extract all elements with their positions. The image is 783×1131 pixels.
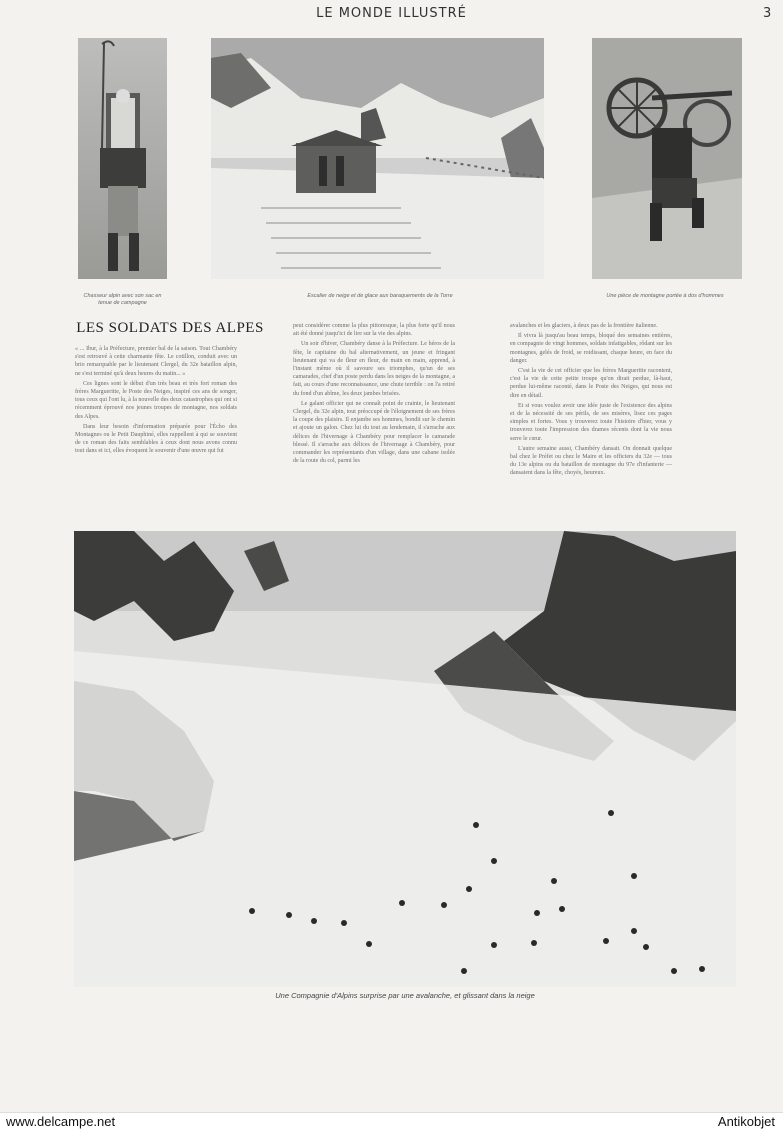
watermark-bar [0, 1112, 783, 1131]
photo-avalanche [74, 531, 736, 987]
article-title: LES SOLDATS DES ALPES [76, 320, 264, 336]
page-number: 3 [763, 6, 772, 21]
journal-title: LE MONDE ILLUSTRÉ [316, 6, 467, 21]
paragraph: peut considérer comme la plus pittoresque, la plus forte qu'il nous ait été donné jusqu'ici de lire sur la vie des alpins. [293, 323, 455, 338]
photo-snow-staircase [211, 38, 544, 279]
watermark-left: www.delcampe.net [6, 1114, 116, 1129]
photo-caption-2: Escalier de neige et de glace aux baraquements de la Torre [307, 293, 453, 299]
paragraph: Le galant officier qui ne connaît point de crainte, le lieutenant Clergel, du 32e alpin, tout préoccupé de l'éloignement de ses frères la coupe des plaisirs. Il enjambe ses hommes, bondit sur le chemin et ajoute un galon. Chez lui du tout au lendemain, il s'arrache aux délices de l'hivernage à Chambéry pour remplacer le camarade blessé. Il s'arrache aux délices de l'hivernage à Chambéry, pour commander les représentants d'un village, dans une cabane isolée de la route du col, parmi les [293, 400, 455, 465]
article-column-2 [293, 322, 455, 467]
paragraph: Dans leur besoin d'information préparée pour l'Écho des Montagnes ou le Petit Dauphiné, elles rappellent à qui se souvient de ce roman des faits semblables à ceux dont nous avons connu tout dans et ici, elles évoquent le souvenir d'une œuvre qui fut [75, 423, 237, 455]
avalanche-caption: Une Compagnie d'Alpins surprise par une avalanche, et glissant dans la neige [275, 991, 535, 1000]
article-column-3 [510, 322, 672, 480]
article-column-1 [75, 345, 237, 458]
paragraph: Il vivra là jusqu'au beau temps, bloqué des semaines entières, en compagnie de vingt hommes, soldats infatigables, rôdant sur les montagnes, gelés de froid, se roidissant, chaque heure, en face du danger. [510, 333, 672, 364]
paragraph: avalanches et les glaciers, à deux pas de la frontière italienne. [510, 323, 658, 329]
photo-caption-1: Chasseur alpin avec son sac en tenue de campagne [83, 293, 162, 306]
watermark-right: Antikobjet [717, 1114, 775, 1129]
paragraph: Et si vous voulez avoir une idée juste de l'existence des alpins et de la nécessité de ses périls, de ses misères, lisez ces pages simples et fortes. Vous y trouverez toute l'histoire d'hier, vous y trouverez toute l'impression des drames récents dont la vie nous serre le cœur. [510, 402, 672, 442]
paragraph: Ces lignes sont le début d'un très beau et très fort roman des frères Margueritte, le Poste des Neiges, inspiré ces ans de songer, tous ceux qui l'ont lu, à la nouvelle des deux catastrophes qui ont si récemment éprouvé nos jeunes troupes de montagne, nos soldats des Alpes. [75, 380, 237, 420]
photo-caption-3: Une pièce de montagne portée à dos d'hommes [606, 293, 724, 299]
paragraph: « ... Ibur, à la Préfecture, premier bal de la saison. Tout Chambéry s'est retrouvé à cette charmante fête. Le cotillon, conduit avec un brio remarquable par le lieutenant Clergel, du 32e bataillon alpin, ne s'est terminé qu'à deux heures du matin... » [75, 346, 237, 377]
photo-mountain-gun [592, 38, 742, 279]
paragraph: L'autre semaine aussi, Chambéry dansait. On donnait quelque bal chez le Préfet ou chez le Maire et les officiers du 32e — tous du 13e alpins ou du bataillon de montagne du 97e d'infanterie — dansaient dans la fête, choyés, heureux. [510, 445, 672, 477]
paragraph: C'est la vie de cet officier que les frères Margueritte racontent, c'est la vie de cette petite troupe qu'on dirait perdue, là-haut, perdue lui-même raconté, dans le Poste des Neiges, qui nous est dire en détail. [510, 368, 672, 399]
photo-alpine-hunter [78, 38, 167, 279]
paragraph: Un soir d'hiver, Chambéry danse à la Préfecture. Le héros de la fête, le capitaine du bal alternativement, un jeune et fringant lieutenant qui va de fleur en fleur, de main en main, apprend, à l'instant même où il savoure ses triomphes, qu'un de ses camarades, chef d'un poste perdu dans les neiges de la montagne, a fait, au cours d'une reconnaissance, une chute terrible : on l'a retiré du fond d'un abîme, les deux jambes brisées. [293, 341, 455, 397]
